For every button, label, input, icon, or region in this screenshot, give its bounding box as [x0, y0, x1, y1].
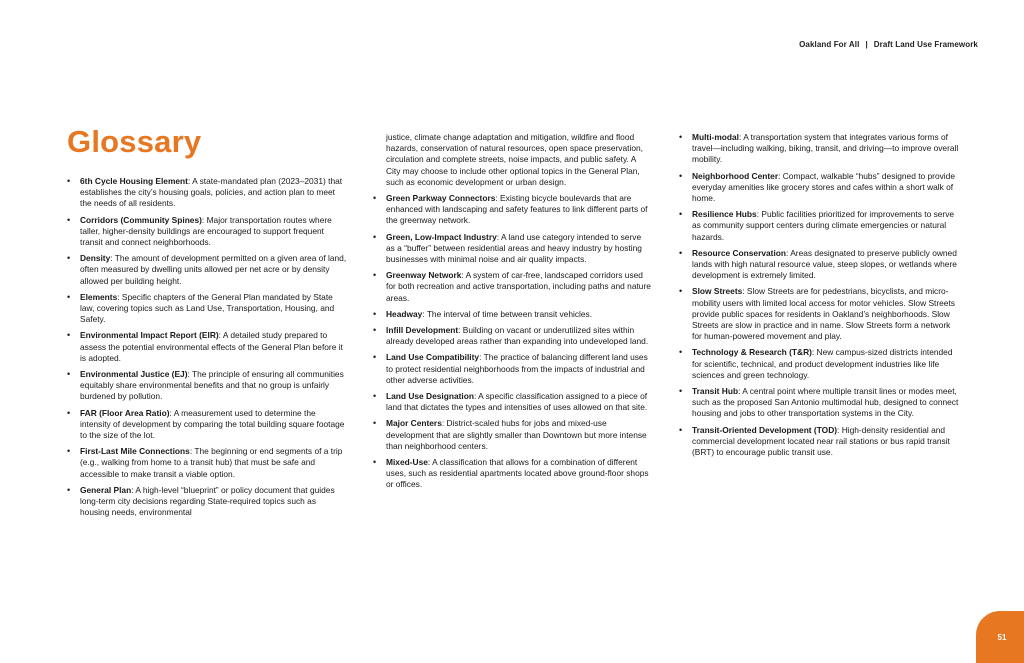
glossary-continuation: justice, climate change adaptation and mitigation, wildfire and flood hazards, conservation of natural resources, open space preservation, circulation and complete streets, noise impacts, and public safety. A City may choose to include other optional topics in the General Plan, such as economic development or urban design.	[386, 132, 643, 187]
glossary-definition: : High-density residential and commercial development located near rail stations or bus rapid transit (BRT) to encourage public transit use.	[692, 424, 950, 458]
glossary-term: Greenway Network	[386, 270, 462, 281]
glossary-term: First-Last Mile Connections	[80, 446, 190, 457]
header-org: Oakland For All	[799, 40, 860, 49]
header-separator: |	[865, 40, 868, 49]
glossary-definition: : Major transportation routes where taller, higher-density buildings are encouraged to support frequent transit and connect neighborhoods.	[80, 214, 332, 248]
glossary-column-3	[679, 132, 962, 463]
glossary-term: Transit Hub	[692, 386, 739, 397]
glossary-definition: : A land use category intended to serve as a “buffer” between residential areas and heavy industry by hosting businesses with minimal noise and air quality impacts.	[386, 231, 642, 265]
glossary-definition: : A central point where multiple transit lines or modes meet, such as the proposed San Antonio multimodal hub, designed to connect housing and jobs to other transportation systems in the City.	[692, 386, 959, 419]
glossary-entry	[67, 330, 347, 364]
glossary-definition: : The amount of development permitted on a given area of land, often measured by dwelling units allowed per net acre or by density allowed per building height.	[80, 253, 347, 286]
glossary-term: Major Centers	[386, 418, 442, 429]
glossary-entry	[67, 408, 347, 442]
glossary-definition: : A specific classification assigned to a piece of land that dictates the types and intensities of uses allowed on that site.	[386, 391, 648, 413]
glossary-definition: : District-scaled hubs for jobs and mixed-use development that are slightly smaller than Downtown but more intense than neighborhood centers.	[386, 418, 647, 451]
glossary-term: Neighborhood Center	[692, 170, 779, 181]
glossary-entry	[373, 193, 651, 227]
glossary-entry	[679, 248, 962, 282]
glossary-term: Transit-Oriented Development (TOD)	[692, 424, 838, 435]
glossary-term: FAR (Floor Area Ratio)	[80, 407, 170, 418]
glossary-definition: : A detailed study prepared to assess the potential environmental effects of the General Plan before it is adopted.	[80, 330, 343, 363]
glossary-definition: : A classification that allows for a combination of different uses, such as residential apartments located above ground-floor shops or offices.	[386, 457, 649, 490]
glossary-entry	[679, 425, 962, 459]
glossary-definition: : Existing bicycle boulevards that are enhanced with landscaping and safety features to link different parts of the greenway network.	[386, 193, 648, 226]
glossary-term: Multi-modal	[692, 132, 739, 142]
page-header	[799, 40, 978, 49]
glossary-definition: : A system of car-free, landscaped corridors used for both recreation and active transportation, including paths and nature areas.	[386, 270, 651, 303]
glossary-term: Slow Streets	[692, 286, 743, 297]
glossary-entry	[679, 171, 962, 205]
glossary-entry	[67, 215, 347, 249]
glossary-definition: : The interval of time between transit vehicles.	[422, 308, 593, 319]
glossary-definition: : A high-level “blueprint” or policy document that guides long-term city decisions regarding State-required topics such as housing needs, environmental	[80, 484, 335, 518]
glossary-definition: : Specific chapters of the General Plan mandated by State law, covering topics such as Land Use, Transportation, Housing, and Safety.	[80, 291, 335, 325]
glossary-term: Green Parkway Connectors	[386, 193, 496, 204]
glossary-entry	[373, 457, 651, 491]
glossary-definition: : A measurement used to determine the intensity of development by comparing the total building square footage to the size of the lot.	[80, 407, 345, 441]
glossary-entry	[373, 309, 651, 320]
glossary-entry	[373, 325, 651, 347]
page-number: 51	[997, 632, 1007, 642]
glossary-entry	[67, 292, 347, 326]
glossary-term: Green, Low-Impact Industry	[386, 231, 497, 242]
page-number-tab	[976, 611, 1024, 663]
glossary-term: Resilience Hubs	[692, 209, 757, 220]
glossary-definition: : Slow Streets are for pedestrians, bicyclists, and micro-mobility users with limited local access for motor vehicles. Slow Streets provide public spaces for residents in Oakland’s neighborhoods. Slow Streets are slow in practice and in name. Slow Streets form a network for human-powered movement and play.	[692, 286, 955, 342]
glossary-entry	[67, 369, 347, 403]
glossary-definition: : New campus-sized districts intended for scientific, technical, and product development industries like life sciences and green technology.	[692, 347, 953, 380]
glossary-entry	[679, 132, 962, 166]
glossary-definition: : Public facilities prioritized for improvements to serve as community support centers during climate emergencies or natural hazards.	[692, 209, 955, 242]
glossary-definition: : The practice of balancing different land uses to protect residential neighborhoods from the impacts of industrial and other adverse activities.	[386, 352, 648, 385]
glossary-term: Environmental Justice (EJ)	[80, 369, 188, 380]
glossary-entry	[67, 446, 347, 480]
glossary-term: Resource Conservation	[692, 247, 787, 258]
glossary-definition: : The beginning or end segments of a trip (e.g., walking from home to a transit hub) that must be safe and accessible to make transit a viable option.	[80, 446, 343, 479]
glossary-entry	[679, 347, 962, 381]
glossary-term: General Plan	[80, 484, 132, 495]
glossary-column-2	[373, 132, 651, 496]
glossary-term: Land Use Compatibility	[386, 352, 480, 363]
glossary-entry	[67, 253, 347, 287]
glossary-definition: : Areas designated to preserve publicly owned lands with high natural resource value, steep slopes, or wetlands where development is extremely limited.	[692, 247, 957, 281]
glossary-term: Environmental Impact Report (EIR)	[80, 330, 219, 341]
glossary-entry	[679, 209, 962, 243]
header-doc-title: Draft Land Use Framework	[873, 40, 978, 49]
page-title: Glossary	[67, 124, 202, 159]
glossary-entry	[67, 485, 347, 519]
glossary-entry	[373, 418, 651, 452]
glossary-definition: : A transportation system that integrates various forms of travel—including walking, biking, transit, and driving—to improve overall mobility.	[692, 132, 959, 165]
glossary-definition: : A state-mandated plan (2023–2031) that establishes the city’s housing goals, policies, and action plan to meet the needs of all residents.	[80, 176, 343, 209]
glossary-column-1	[67, 176, 347, 523]
glossary-entry	[373, 352, 651, 386]
glossary-term: Density	[80, 253, 111, 264]
glossary-entry	[373, 232, 651, 266]
glossary-term: Land Use Designation	[386, 391, 474, 402]
glossary-term: Technology & Research (T&R)	[692, 347, 812, 358]
glossary-term: Mixed-Use	[386, 457, 428, 468]
glossary-term: Infill Development	[386, 325, 459, 336]
glossary-term: Elements	[80, 291, 118, 302]
glossary-entry	[67, 176, 347, 210]
glossary-term: Headway	[386, 308, 423, 319]
glossary-term: Corridors (Community Spines)	[80, 214, 202, 225]
glossary-entry	[373, 270, 651, 304]
glossary-definition: : The principle of ensuring all communities equitably share environmental benefits and that no group is unfairly burdened by pollution.	[80, 369, 344, 402]
glossary-definition: : Building on vacant or underutilized sites within already developed areas rather than expanding into undeveloped land.	[386, 325, 649, 347]
glossary-entry	[373, 391, 651, 413]
glossary-definition: : Compact, walkable “hubs” designed to provide everyday amenities like grocery stores and cafes within a short walk of home.	[692, 170, 955, 204]
glossary-entry	[679, 386, 962, 420]
glossary-entry	[679, 286, 962, 342]
glossary-term: 6th Cycle Housing Element	[80, 176, 188, 186]
